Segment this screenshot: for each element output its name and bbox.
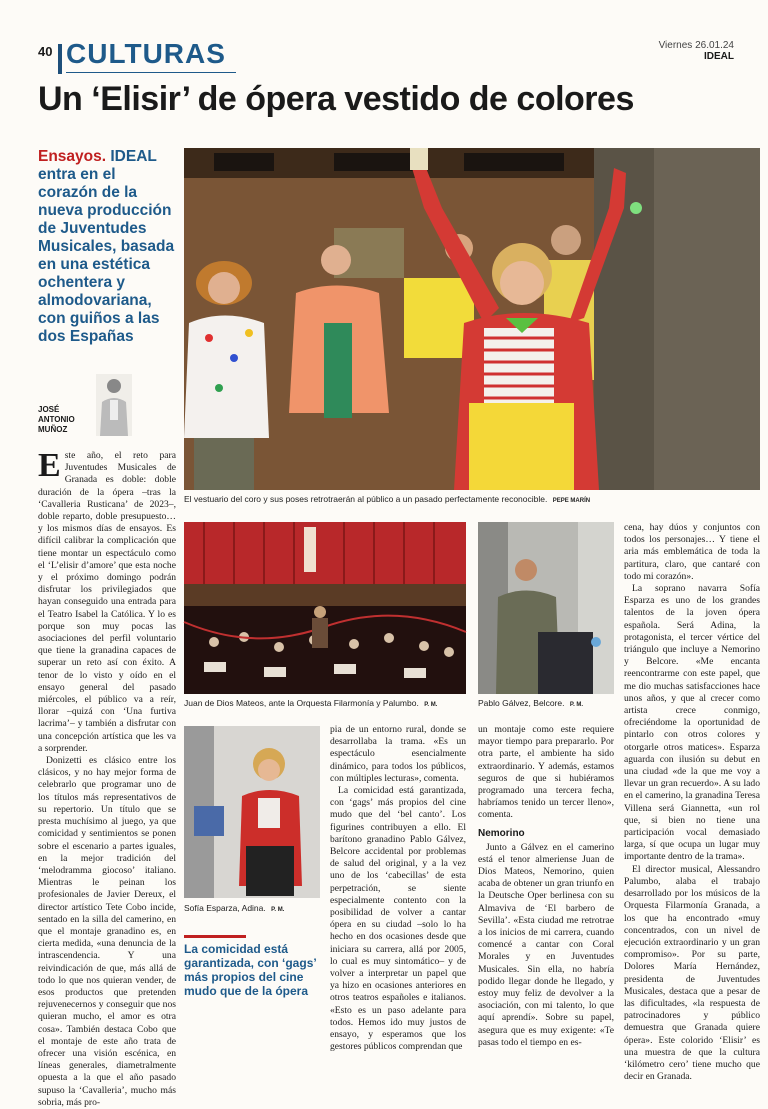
galvez-photo-credit: P. M.: [569, 702, 584, 708]
body-column-4: [624, 522, 760, 1083]
drop-cap: E: [38, 447, 61, 484]
author-line-2: ANTONIO: [38, 415, 75, 424]
body-column-3: [478, 724, 614, 1048]
orchestra-photo-caption-text: Juan de Dios Mateos, ante la Orquesta Filarmonía y Palumbo.: [184, 698, 419, 708]
body-column-2: [330, 724, 466, 1053]
body-col2-p1: pia de un entorno rural, donde se desarrollaba la trama. «Es un espectáculo esencialmente dinámico, para todos los públicos, con múltiples lecturas», comenta.: [330, 724, 466, 784]
body-col3-p2: Junto a Gálvez en el camerino está el tenor almeriense Juan de Dios Mateos, Nemorino, quien acaba de obtener un gran triunfo en la Deutsche Oper berlinesa con su Almaviva de ‘El barbero de Sevilla’. «Esta ciudad me retrotrae a los inicios de mi carrera, cuando comencé a cantar con Coral Morales y en Juventudes Musicales. Sin ella, no habría podido llegar donde he llegado, y estoy muy feliz de devolver a la asociación, con mi talento, lo que aquí aprendí». Sobre su papel, asegura que es muy exigente: «Te pasas todo el tiempo en es-: [478, 841, 614, 1048]
section-bar: [58, 44, 62, 74]
page-number: 40: [38, 44, 53, 59]
author-photo: [96, 374, 132, 436]
body-col1-p1: ste año, el reto para Juventudes Musicales de Granada es doble: doble duración de la ópera –tras la ‘Cavalleria Rusticana’ de 2023–, doble reparto, doble presupuesto… y los mismos días de ensayos. Es difícil calibrar la complicación que tiene montar un espectáculo como el ‘L’elisir d’amore’ que esta noche y el próximo domingo podrán disfrutar los privilegiados que hayan conseguido una entrada para el Teatro Isabel la Católica. Y lo es porque son muy pocas las asociaciones del perfil voluntario que tiene la granadina capaces de superar un reto así con éxito. A tenor de lo visto y oído en el ensayo general del pasado miércoles, el público va a reír, llorar –quizá con ‘Una furtiva lacrima’– y también a disfrutar con una concepción artística que les va a sorprender.: [38, 450, 176, 754]
pullquote-rule: [184, 935, 246, 938]
body-col4-p3: El director musical, Alessandro Palumbo, alaba el trabajo desarrollado por los músicos de la Orquesta Filarmonía Granada, a los que ha encontrado «muy concentrados, con un nivel de ejecución extraordinario y un gran compromiso». Por su parte, Dolores María Hernández, presidenta de Juventudes Musicales, destaca que a pesar de las dificultades, «la respuesta de patrocinadores y público demuestra que Granada quiere ópera». Este colorido ‘Elisir’ es una muestra de que la cultura ‘kilómetro cero’ tiene mucho que decir en Granada.: [624, 863, 760, 1083]
main-photo-credit: PEPE MARÍN: [552, 498, 591, 504]
body-col4-p1: cena, hay dúos y conjuntos con todos los personajes… Y tiene el aria más emblemática de toda la partitura, claro, que cantaré con todo mi corazón».: [624, 522, 760, 582]
body-column-1: [38, 447, 176, 1108]
esparza-photo-caption-text: Sofía Esparza, Adina.: [184, 903, 266, 913]
galvez-photo: [478, 522, 614, 694]
deck-kicker: Ensayos.: [38, 148, 107, 165]
deck-text: IDEAL entra en el corazón de la nueva producción de Juventudes Musicales, basada en una estética ochentera y almodovariana, con guiños a las dos Españas: [38, 148, 175, 345]
main-photo-caption: [184, 494, 760, 504]
main-photo-caption-text: El vestuario del coro y sus poses retrotraerán al público a un pasado perfectamente reconocible.: [184, 494, 548, 504]
pullquote: La comicidad está garantizada, con ‘gags’ más propios del cine mudo que de la ópera: [184, 942, 317, 998]
author-byline: [38, 405, 98, 435]
orchestra-photo: [184, 522, 466, 694]
deck: [38, 148, 178, 346]
issue-date: Viernes 26.01.24: [658, 40, 734, 51]
author-line-3: MUÑOZ: [38, 425, 68, 434]
esparza-photo: [184, 726, 320, 898]
subhead-nemorino: Nemorino: [478, 827, 525, 839]
body-col4-p2: La soprano navarra Sofía Esparza es uno de los grandes talentos de la joven ópera española. Será Adina, la protagonista, el tercer vértice del triángulo que incluye a Nemorino y Belcore. «Me encanta reencontrarme con este papel, que me dio muchas satisfacciones hace unos años, y que al crecer como artista crece conmigo, ofreciéndome la oportunidad de pintarlo con otros colores y otorgarle otros matices». Esparza aguarda con ilusión su debut en una ciudad «de la que me voy a llevar un gran recuerdo». A su lado en el camerino, la granadina Teresa Villena será Giannetta, «un rol que, si bien no tiene una participación vocal demasiado larga, sí que ocupa un lugar muy importante dentro de la trama».: [624, 583, 760, 863]
body-col3-p1: un montaje como este requiere mayor tiempo para prepararlo. Por otra parte, el ambiente ha sido extraordinario. Y además, estamos seguros de que si hubiéramos programado una tercera fecha, habríamos tenido un tercer lleno», comenta.: [478, 724, 614, 821]
galvez-photo-caption: [478, 698, 614, 708]
section-title: CULTURAS: [66, 38, 226, 69]
body-col1-p2: Donizetti es clásico entre los clásicos, y no hay mejor forma de celebrarlo que programar uno de los títulos más representativos de su repertorio. Un título que se presta muchísimo al juego, ya que comicidad y sentimientos se ponen sobre el escenario a partes iguales, en la mejor tradición del ‘melodramma giocoso’ italiano. Mientras le peinan los profesionales de Javier Dereux, el director artístico Tete Cobo incide, sentado en la silla del camerino, en que el montaje granadino es, en cierta medida, «una denuncia de la intrascendencia. Y una reivindicación de que, más allá de todo lo que nos quieran vender, de esos productos que pretenden rejuvenecernos y conseguir que nos quieran mucho, el amor es otra cosa». También destaca Cobo que el montaje de este año trata de ofrecer una visión escénica, en líneas generales, diametralmente opuesta a la que el año pasado supuso la ‘Cavalleria’, mucho más sobria, más pro-: [38, 755, 176, 1108]
author-line-1: JOSÉ: [38, 405, 60, 414]
orchestra-photo-credit: P. M.: [424, 702, 438, 708]
newspaper-name: IDEAL: [704, 51, 734, 62]
headline: Un ‘Elisir’ de ópera vestido de colores: [38, 80, 634, 118]
galvez-photo-caption-text: Pablo Gálvez, Belcore.: [478, 698, 565, 708]
main-photo: [184, 148, 760, 490]
orchestra-photo-caption: [184, 698, 466, 708]
body-col2-p2: La comicidad está garantizada, con ‘gags’ más propios del cine mudo que del ‘bel canto’. Los figurines contribuyen a ello. El barítono granadino Pablo Gálvez, Belcore accidental por problemas de salud del original, y a la vez uno de los ‘cabecillas’ de esta perpetración, se siente especialmente contento con la posibilidad de volver a cantar ópera en su ciudad –solo lo ha hecho en dos ocasiones desde que iniciara su carrera, allá por 2005, lo cual es muy sintomático– y de volver a interpretar un papel que ya hizo en ocasiones anteriores en otros teatros españoles e italianos. «Esto es un paso adelante para todos. Hemos ido muy justos de ensayo, y esperamos que los gestores públicos comprendan que: [330, 785, 466, 1053]
esparza-photo-credit: P. M.: [271, 907, 285, 913]
section-rule: [66, 72, 236, 73]
esparza-photo-caption: [184, 903, 322, 913]
